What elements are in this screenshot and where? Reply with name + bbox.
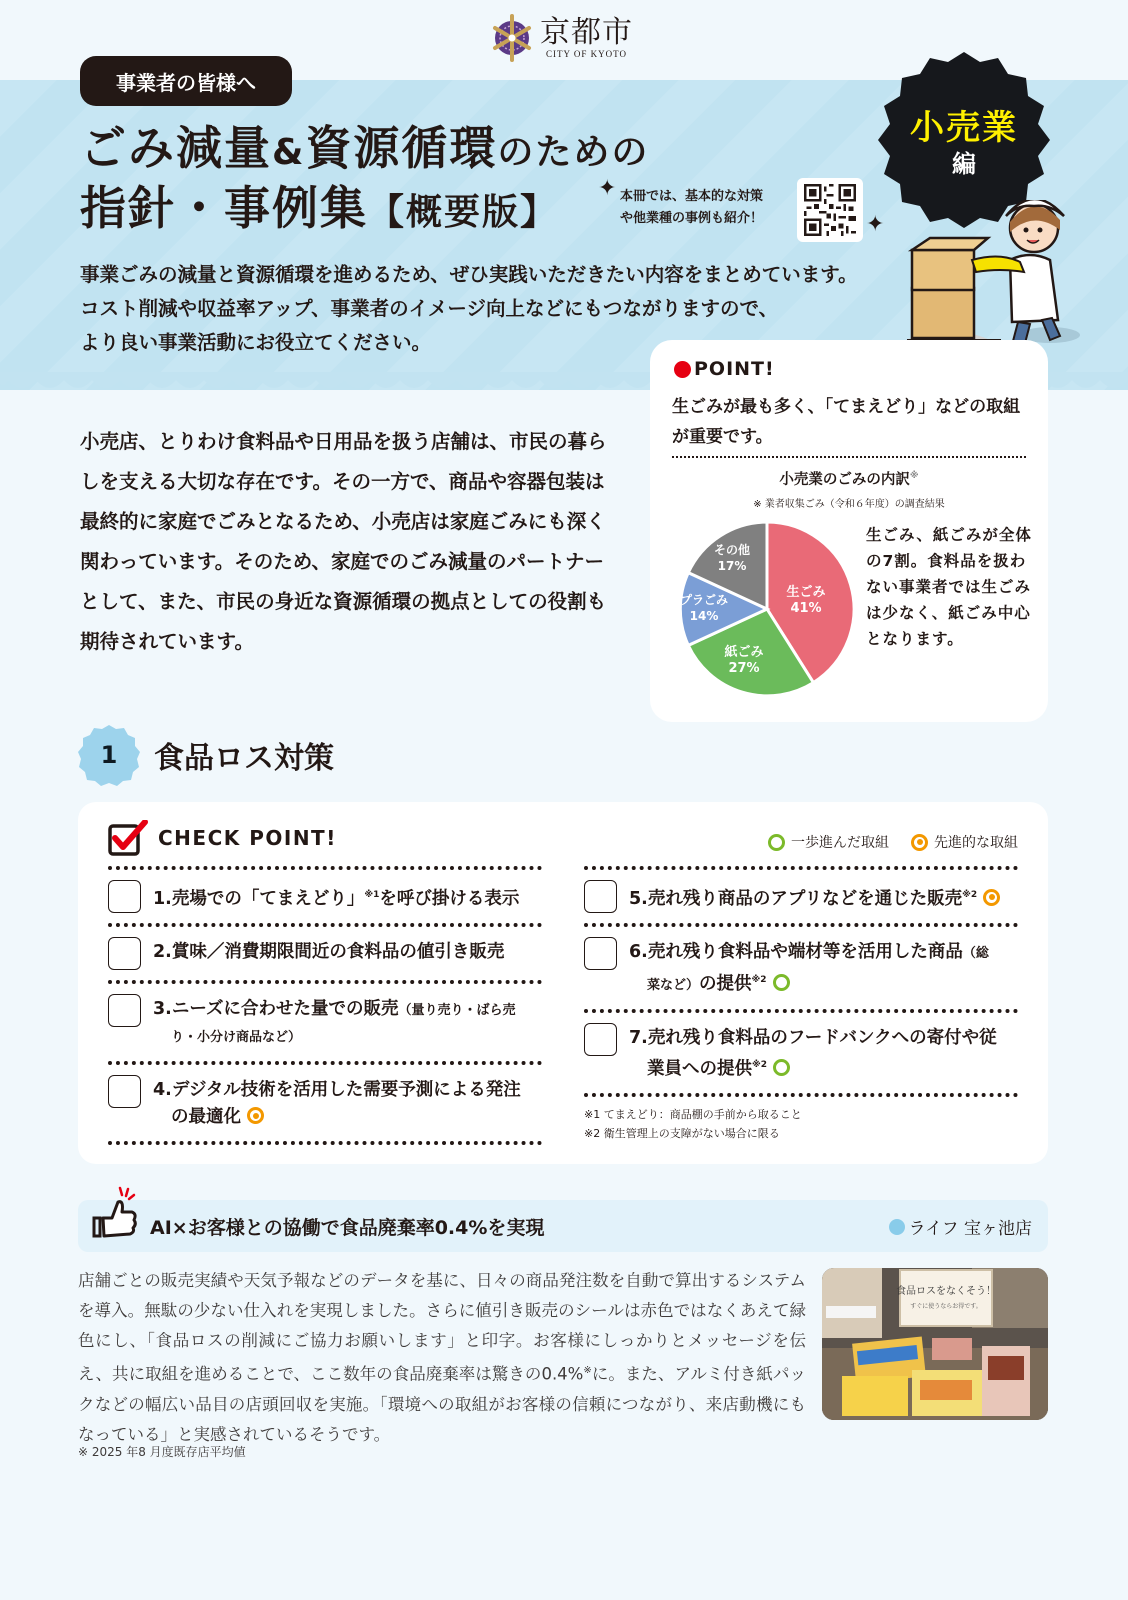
audience-stamp-label: 事業者の皆様へ — [116, 70, 256, 95]
point-message: 生ごみが最も多く、「てまえどり」などの取組が重要です。 — [672, 397, 1021, 447]
chart-note: ※ 業者収集ごみ（令和６年度）の調査結果 — [753, 499, 945, 510]
item-footnote-mark: ※2 — [752, 1059, 768, 1070]
pie-caption: 生ごみ、紙ごみが全体の7割。食料品を扱わない事業者では生ごみは少なく、紙ごみ中心となります。 — [866, 526, 1032, 648]
intro-line: 事業ごみの減量と資源循環を進めるため、ぜひ実践いただきたい内容をまとめています。 — [80, 263, 858, 286]
checklist-item — [584, 870, 1018, 923]
checklist-item — [108, 1065, 542, 1141]
item-text: 7.売れ残り食料品のフードバンクへの寄付や従 — [629, 1027, 997, 1048]
badge-edition: 編 — [952, 150, 976, 178]
case-text: 店舗ごとの販売実績や天気予報などのデータを基に、日々の商品発注数を自動で算出するシステムを導入。無駄の少ない仕入れを実現しました。さらに値引き販売のシールは赤色ではなくあえて緑色にし、「食品ロスの削減にご協力お願いします」と印字。お客様にしっかりとメッセージを伝え、共に取組を進めることで、ここ数年の食品廃棄率は驚きの0.4% — [78, 1271, 806, 1384]
store-name: ライフ 宝ヶ池店 — [908, 1219, 1032, 1239]
checkbox[interactable] — [584, 937, 617, 970]
item-footnote-mark: ※2 — [962, 890, 978, 900]
qr-note-line: や他業種の事例も紹介！ — [620, 211, 764, 226]
checkmark-box-icon — [108, 820, 148, 856]
qr-code[interactable] — [797, 178, 863, 242]
checkbox[interactable] — [584, 880, 617, 913]
point-card — [650, 340, 1048, 722]
checkbox[interactable] — [108, 1075, 141, 1108]
badge-industry: 小売業 — [910, 108, 1018, 148]
item-footnote-mark: ※2 — [751, 975, 767, 985]
waste-composition-pie-chart — [678, 520, 856, 698]
pie-label-food: 生ごみ — [786, 585, 826, 600]
checkbox[interactable] — [108, 937, 141, 970]
legend-step-label: 一歩進んだ取組 — [791, 835, 889, 851]
blue-dot-icon — [889, 1219, 905, 1235]
logo-japanese: 京都市 — [540, 15, 633, 50]
section-number: 1 — [100, 741, 118, 769]
store-shelf-photo — [822, 1268, 1048, 1420]
item-text: 2.賞味／消費期限間近の食料品の値引き販売 — [153, 942, 505, 962]
dotted-divider — [584, 1093, 1018, 1097]
qr-note — [620, 186, 763, 230]
item-footnote-mark: ※1 — [364, 890, 380, 900]
legend-advanced-label: 先進的な取組 — [934, 835, 1018, 851]
footnote: ※2 衛生管理上の支障がない場合に限る — [584, 1126, 780, 1140]
main-title-line1 — [80, 120, 649, 181]
title-part: ごみ減量 — [80, 121, 272, 175]
checkbox[interactable] — [584, 1023, 617, 1056]
main-title-line2 — [80, 180, 558, 241]
dotted-divider — [672, 456, 1026, 458]
point-label — [674, 358, 775, 380]
item-text: 3.ニーズに合わせた量での販売 — [153, 999, 399, 1019]
advanced-mark-icon — [247, 1107, 264, 1124]
pie-label-other: その他 — [713, 543, 751, 557]
step-mark-icon — [773, 974, 790, 991]
dotted-divider — [108, 1141, 542, 1145]
checkpoint-title: CHECK POINT! — [158, 826, 337, 850]
case-study-header — [78, 1200, 1048, 1252]
pie-value-other: 17% — [717, 559, 747, 573]
kyoto-crest-icon — [490, 14, 534, 62]
kyoto-city-logo — [490, 14, 633, 62]
retail-description: 小売店、とりわけ食料品や日用品を扱う店舗は、市民の暮らしを支える大切な存在です。その一方で、商品や容器包装は最終的に家庭でごみとなるため、小売店は家庭ごみにも深く関わっています。そのため、家庭でのごみ減量のパートナーとして、また、市民の身近な資源循環の拠点としての役割も期待されています。 — [80, 430, 607, 653]
checklist-item — [108, 927, 542, 980]
title-ampersand: & — [272, 132, 306, 173]
intro-line: コスト削減や収益率アップ、事業者のイメージ向上などにもつながりますので、 — [80, 297, 779, 320]
item-text: 4.デジタル技術を活用した需要予測による発注 — [153, 1080, 521, 1100]
legend-advanced — [911, 832, 1018, 852]
photo-sign-subtext: すぐに使うならお得です。 — [910, 1303, 982, 1310]
pie-value-paper: 27% — [728, 661, 760, 676]
case-store — [889, 1214, 1032, 1239]
item-subtext: （総 — [962, 946, 989, 961]
footnote: ※1 てまえどり：商品棚の手前から取ること — [584, 1107, 802, 1121]
item-subtext: 菜など） — [647, 977, 700, 993]
case-footnote: ※ 2025 年8 月度既存店平均値 — [78, 1445, 246, 1459]
chart-title-text: 小売業のごみの内訳 — [779, 472, 910, 488]
checklist-item — [108, 870, 542, 923]
checklist-left — [108, 866, 542, 1145]
checklist-right — [584, 866, 1018, 1143]
advanced-mark-icon — [983, 889, 1000, 906]
qr-note-line: 本冊では、基本的な対策 — [620, 189, 764, 204]
checkpoint-card — [78, 802, 1048, 1164]
checklist-item — [584, 927, 1018, 1009]
orange-target-icon — [911, 834, 928, 851]
pie-label-paper: 紙ごみ — [724, 645, 764, 660]
section-heading — [78, 724, 334, 786]
title-edition: 【概要版】 — [368, 192, 559, 233]
pie-value-food: 41% — [790, 601, 822, 616]
checkbox[interactable] — [108, 880, 141, 913]
green-ring-icon — [768, 834, 785, 851]
sparkle-icon: ✦ — [866, 212, 885, 237]
checklist-footnotes — [584, 1105, 1018, 1143]
pie-value-plastic: 14% — [689, 609, 719, 623]
chart-title — [650, 468, 1048, 489]
checkpoint-header — [108, 820, 337, 856]
thumbs-up-icon — [92, 1186, 138, 1242]
red-dot-icon — [674, 361, 691, 378]
item-subtext: （量り売り・ばら売 — [398, 1003, 516, 1018]
section-title: 食品ロス対策 — [154, 741, 334, 776]
chart-title-mark: ※ — [909, 471, 919, 482]
checklist-item — [584, 1013, 1018, 1093]
item-text: の最適化 — [171, 1107, 241, 1127]
item-text: 業員への提供 — [647, 1058, 752, 1079]
intro-line: より良い事業活動にお役立てください。 — [80, 331, 432, 354]
case-study-body — [78, 1266, 806, 1450]
point-label-text: POINT! — [694, 358, 775, 380]
pie-label-plastic: プラごみ — [679, 593, 729, 607]
item-text: 1.売場での「てまえどり」 — [153, 888, 365, 909]
qr-code-icon — [803, 184, 857, 236]
title-part: のための — [497, 132, 650, 173]
legend — [746, 832, 1018, 852]
section-number-badge — [78, 724, 140, 786]
case-text: に。また、アルミ付き紙パックなどの幅広い品目の店頭回収を実施。「環境への取組がお客様の信頼につながり、来店動機にもなっている」と実感されているそうです。 — [78, 1364, 806, 1444]
title-part: 資源循環 — [305, 121, 498, 175]
item-subtext: り・小分け商品など） — [171, 1030, 302, 1045]
item-text: を呼び掛ける表示 — [379, 888, 520, 909]
case-study-title: AI×お客様との協働で食品廃棄率0.4%を実現 — [150, 1216, 545, 1239]
item-text: 6.売れ残り食料品や端材等を活用した商品 — [629, 942, 963, 962]
step-mark-icon — [773, 1059, 790, 1076]
legend-step — [768, 832, 889, 852]
checklist-item — [108, 984, 542, 1061]
title-part: 指針・事例集 — [80, 181, 368, 235]
item-text: の提供 — [699, 973, 752, 994]
item-text: 5.売れ残り商品のアプリなどを通じた販売 — [629, 888, 963, 909]
case-footnote-mark: ※ — [583, 1365, 592, 1376]
photo-sign-text: 食品ロスをなくそう！ — [896, 1286, 996, 1297]
logo-english: CITY OF KYOTO — [545, 49, 627, 59]
sparkle-icon: ✦ — [598, 176, 617, 201]
checkbox[interactable] — [108, 994, 141, 1027]
store-photo — [822, 1268, 1048, 1420]
